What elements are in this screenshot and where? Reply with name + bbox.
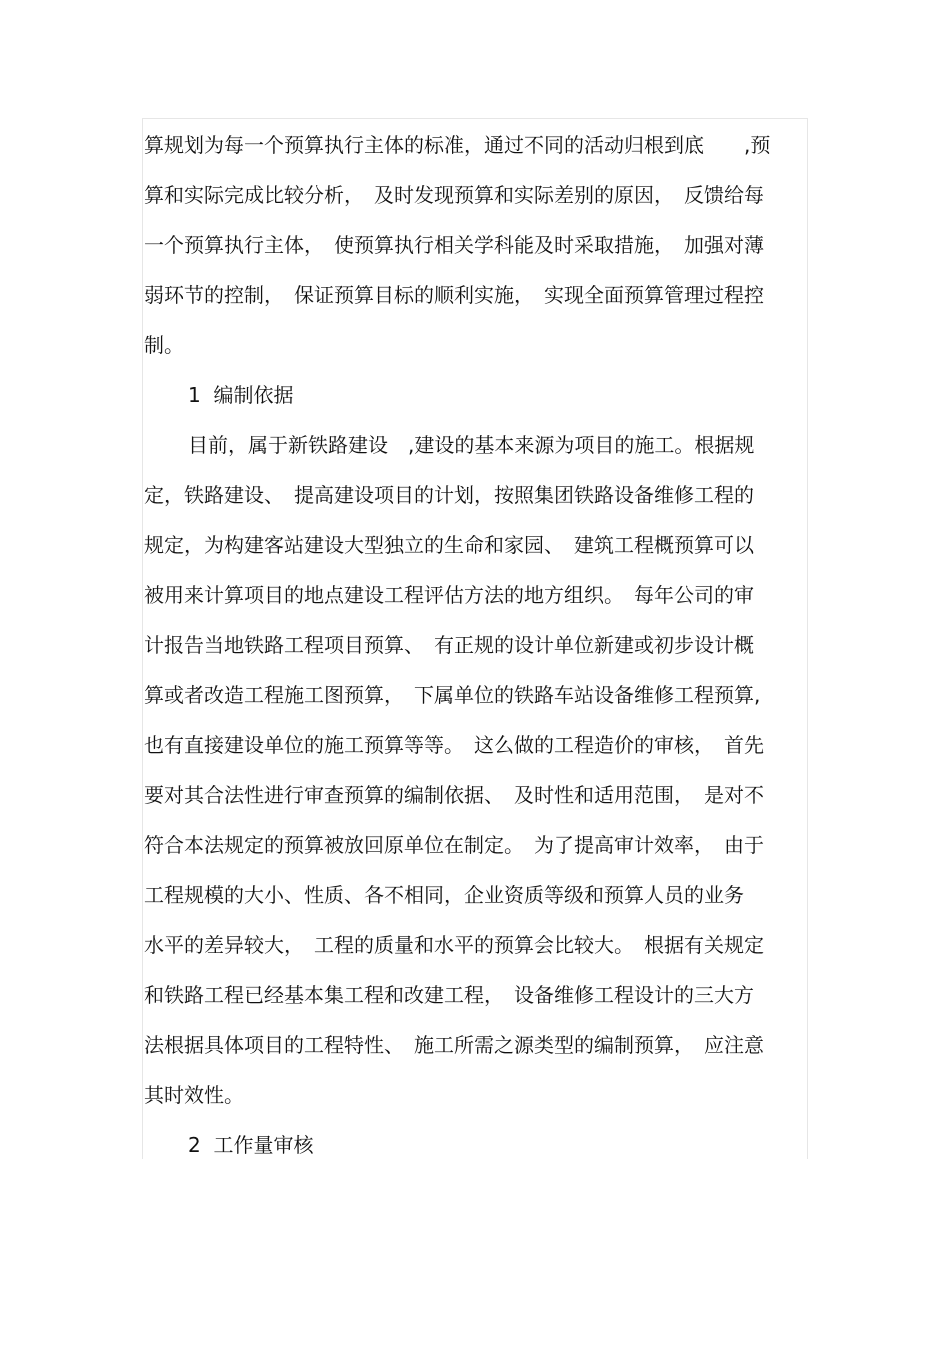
paragraph-line: 算和实际完成比较分析， 及时发现预算和实际差别的原因， 反馈给每 [144,183,764,207]
paragraph-line: 被用来计算项目的地点建设工程评估方法的地方组织。 每年公司的审 [144,583,754,607]
paragraph-line: 一个预算执行主体， 使预算执行相关学科能及时采取措施， 加强对薄 [144,233,764,257]
paragraph-line: 弱环节的控制， 保证预算目标的顺利实施， 实现全面预算管理过程控 [144,283,764,307]
paragraph-line: 和铁路工程已经基本集工程和改建工程， 设备维修工程设计的三大方 [144,983,754,1007]
paragraph-line: 目前，属于新铁路建设 ,建设的基本来源为项目的施工。根据规 [188,433,755,457]
paragraph-line: 法根据具体项目的工程特性、 施工所需之源类型的编制预算， 应注意 [144,1033,764,1057]
paragraph-line: 规定，为构建客站建设大型独立的生命和家园、 建筑工程概预算可以 [144,533,754,557]
paragraph-line: 工程规模的大小、性质、各不相同，企业资质等级和预算人员的业务 [144,883,744,907]
paragraph-line: 计报告当地铁路工程项目预算、 有正规的设计单位新建或初步设计概 [144,633,754,657]
paragraph-line: 也有直接建设单位的施工预算等等。 这么做的工程造价的审核， 首先 [144,733,764,757]
paragraph-line: 算规划为每一个预算执行主体的标准，通过不同的活动归根到底 ,预 [144,133,771,157]
paragraph-line: 算或者改造工程施工图预算， 下属单位的铁路车站设备维修工程预算, [144,683,761,707]
paragraph-line: 定，铁路建设、 提高建设项目的计划，按照集团铁路设备维修工程的 [144,483,754,507]
section-heading: 1 编制依据 [188,383,294,407]
section-heading: 2 工作量审核 [188,1133,314,1157]
paragraph-line: 水平的差异较大， 工程的质量和水平的预算会比较大。 根据有关规定 [144,933,764,957]
paragraph-line: 制。 [144,333,184,357]
paragraph-line: 要对其合法性进行审查预算的编制依据、 及时性和适用范围， 是对不 [144,783,764,807]
paragraph-line: 其时效性。 [144,1083,244,1107]
paragraph-line: 符合本法规定的预算被放回原单位在制定。 为了提高审计效率， 由于 [144,833,764,857]
